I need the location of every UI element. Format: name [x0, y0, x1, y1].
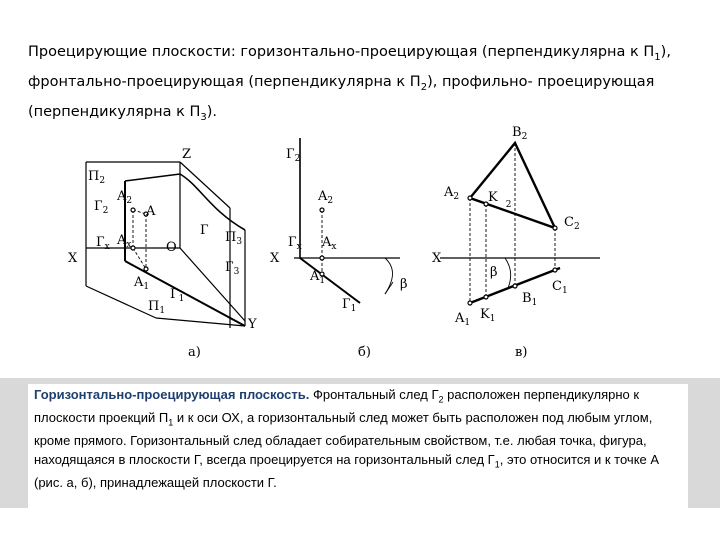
gamma3-label: $Г_3$: [225, 260, 240, 277]
heading-text: Проецирующие плоскости: горизонтально-проецирующая (перпендикулярна к: [28, 44, 639, 60]
gamma2-label-b: $Г_2$: [286, 147, 301, 164]
body-subscript: 1: [168, 417, 174, 428]
a1-label-c: $A_1$: [455, 311, 471, 328]
pi3-label: $П_3$: [225, 230, 243, 247]
figure-a-labels: [68, 147, 257, 360]
body-subscript: 2: [438, 394, 444, 405]
a1-label-b: $A_1$: [310, 269, 326, 286]
c2-label: $C_2$: [564, 215, 580, 232]
body-lead: Горизонтально-проецирующая плоскость.: [34, 387, 310, 402]
page-bottom: [0, 514, 720, 540]
page-heading: [28, 40, 688, 130]
b1-label: $B_1$: [522, 291, 538, 308]
angle-beta-label-c: β: [490, 265, 498, 280]
point-a-label: A: [146, 204, 156, 219]
projection-figures: [60, 118, 620, 368]
a2-label: $A_2$: [117, 189, 133, 206]
axis-x-label: X: [68, 251, 78, 266]
gamma1-label-b: $Г_1$: [342, 297, 357, 314]
figures-svg: [60, 118, 620, 368]
body-text: расположен перпендикулярно к плоскости проекций П: [34, 387, 640, 426]
pi1-label: $П_1$: [148, 299, 166, 316]
gamma1-label: $Г_1$: [170, 287, 185, 304]
heading-subscript: 1: [654, 51, 661, 63]
k1-label: $K_1$: [480, 307, 496, 324]
body-text: , это относится и к точке А (рис. а, б), принадлежащей плоскости Г.: [34, 451, 660, 491]
a1-label: $A_1$: [134, 275, 150, 292]
gamma2-label: $Г_2$: [94, 199, 109, 216]
heading-text: ).: [206, 103, 218, 120]
axis-y-label: Y: [248, 317, 257, 332]
heading-text: ), фронтально-проецирующая (перпендикулярна к П: [28, 44, 671, 90]
body-text: и к оси ОХ, а горизонтальный след может быть расположен под любым углом, кроме прямого. Горизонтальный след обладает собирательным свойством, т.е. любая точка, фигура, находящаяся в плоскости Г, всегда проецируется на горизонтальный след Г: [34, 410, 653, 467]
heading-text: проецирующая (перпендикулярна к П: [28, 73, 655, 120]
figure-b-labels: [270, 147, 408, 360]
heading-subscript: 3: [200, 111, 207, 123]
figure-c-labels: [432, 125, 580, 360]
body-text-box: [28, 384, 688, 508]
body-subscript: 1: [494, 459, 500, 470]
heading-text: П: [643, 44, 655, 60]
angle-beta-label-b: β: [400, 277, 408, 292]
origin-label: O: [166, 240, 177, 255]
caption-c: в): [515, 345, 528, 360]
pi2-label: $П_2$: [88, 169, 106, 186]
gx-label-b: $Г_x$: [288, 235, 302, 252]
heading-text: ), профильно-: [427, 73, 533, 90]
a2-label-b: $A_2$: [318, 189, 334, 206]
ax-label: $A_x$: [117, 233, 132, 250]
a2-label-c: $A_2$: [444, 185, 460, 202]
heading-subscript: 2: [420, 81, 428, 93]
ax-label-b: $A_x$: [322, 235, 337, 252]
b2-label: $B_2$: [512, 125, 528, 142]
axis-z-label: Z: [182, 147, 192, 162]
k2-label: K $_2$: [488, 190, 512, 210]
body-text: Фронтальный след Г: [309, 387, 439, 402]
caption-b: б): [358, 345, 371, 360]
gamma-label: Г: [200, 223, 209, 238]
c1-label: $C_1$: [552, 279, 568, 296]
caption-a: а): [188, 345, 201, 360]
axis-x-label-b: X: [270, 251, 280, 266]
gx-label: $Г_x$: [96, 235, 110, 252]
axis-x-label-c: X: [432, 251, 442, 266]
